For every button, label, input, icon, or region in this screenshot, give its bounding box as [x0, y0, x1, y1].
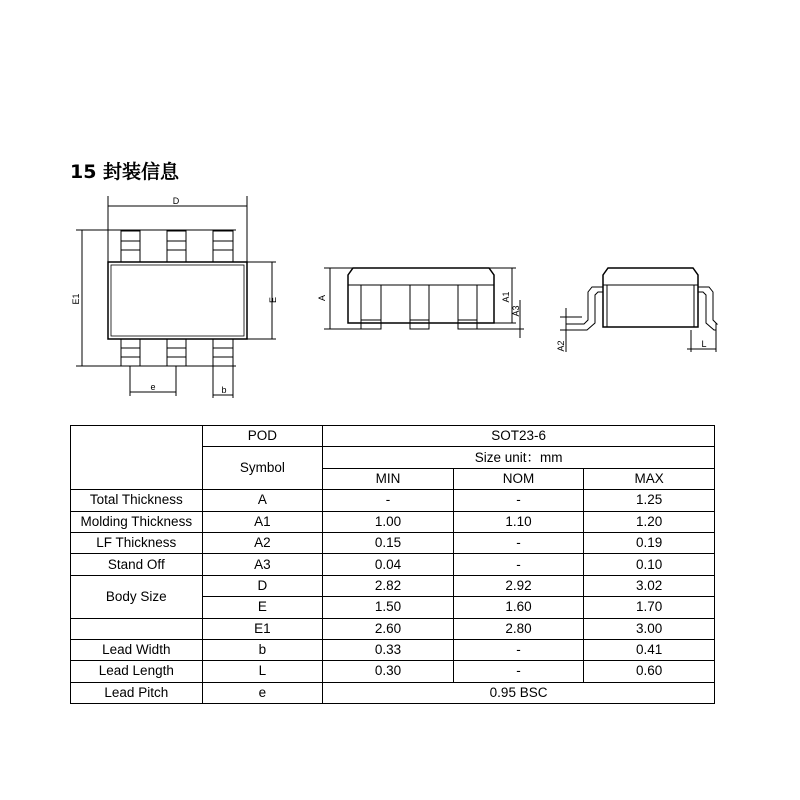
- row-bsc-value: 0.95 BSC: [323, 682, 715, 703]
- row-min: 0.04: [323, 554, 454, 575]
- label-e: e: [150, 382, 156, 392]
- row-min: -: [323, 490, 454, 511]
- row-max: 1.25: [584, 490, 715, 511]
- row-symbol: e: [202, 682, 323, 703]
- row-nom: 1.10: [453, 511, 584, 532]
- table-row: [71, 426, 715, 447]
- row-name: Lead Pitch: [71, 682, 203, 703]
- row-symbol: L: [202, 661, 323, 682]
- row-max: 0.60: [584, 661, 715, 682]
- row-min: 1.00: [323, 511, 454, 532]
- row-name: Stand Off: [71, 554, 203, 575]
- row-min: 0.30: [323, 661, 454, 682]
- side-view-drawing: [324, 268, 524, 338]
- size-unit: Size unit：mm: [323, 447, 715, 468]
- label-A1: A1: [501, 291, 511, 303]
- row-name: Total Thickness: [71, 490, 203, 511]
- row-symbol: A3: [202, 554, 323, 575]
- pod-label: POD: [202, 426, 323, 447]
- row-max: 0.19: [584, 532, 715, 553]
- top-view-drawing: [76, 196, 276, 398]
- dimension-table: [70, 425, 715, 704]
- pod-value: SOT23-6: [323, 426, 715, 447]
- table-row: [71, 661, 715, 682]
- label-D: D: [172, 196, 180, 206]
- label-E: E: [268, 296, 278, 304]
- col-min-header: MIN: [323, 468, 454, 489]
- end-view-drawing: [560, 268, 717, 352]
- row-max: 0.10: [584, 554, 715, 575]
- row-nom: -: [453, 532, 584, 553]
- row-max: 0.41: [584, 639, 715, 660]
- row-name: Body Size: [71, 575, 203, 618]
- row-symbol: E: [202, 597, 323, 618]
- table-row: [71, 618, 715, 639]
- row-name: Lead Width: [71, 639, 203, 660]
- row-symbol: A1: [202, 511, 323, 532]
- row-nom: -: [453, 554, 584, 575]
- col-max-header: MAX: [584, 468, 715, 489]
- table-corner-cell: [71, 426, 203, 490]
- row-name: [71, 618, 203, 639]
- table-row: [71, 554, 715, 575]
- row-min: 2.82: [323, 575, 454, 596]
- row-min: 1.50: [323, 597, 454, 618]
- row-nom: -: [453, 661, 584, 682]
- label-A3: A3: [511, 305, 521, 317]
- table-row: [71, 639, 715, 660]
- table-row: [71, 511, 715, 532]
- row-symbol: b: [202, 639, 323, 660]
- table-row: [71, 490, 715, 511]
- label-b: b: [221, 385, 227, 395]
- table-row: [71, 575, 715, 596]
- row-max: 3.02: [584, 575, 715, 596]
- row-name: LF Thickness: [71, 532, 203, 553]
- row-symbol: A: [202, 490, 323, 511]
- row-nom: -: [453, 639, 584, 660]
- row-max: 3.00: [584, 618, 715, 639]
- section-title: 15 封装信息: [70, 161, 180, 183]
- row-symbol: A2: [202, 532, 323, 553]
- row-nom: 1.60: [453, 597, 584, 618]
- label-A2: A2: [556, 340, 566, 352]
- row-min: 0.15: [323, 532, 454, 553]
- label-E1: E1: [71, 293, 81, 305]
- row-name: Molding Thickness: [71, 511, 203, 532]
- label-L: L: [701, 339, 707, 349]
- row-nom: 2.80: [453, 618, 584, 639]
- row-min: 2.60: [323, 618, 454, 639]
- row-symbol: E1: [202, 618, 323, 639]
- row-max: 1.70: [584, 597, 715, 618]
- row-symbol: D: [202, 575, 323, 596]
- row-min: 0.33: [323, 639, 454, 660]
- symbol-header: Symbol: [202, 447, 323, 490]
- row-nom: -: [453, 490, 584, 511]
- label-A: A: [317, 294, 327, 302]
- row-max: 1.20: [584, 511, 715, 532]
- row-nom: 2.92: [453, 575, 584, 596]
- table-row: [71, 682, 715, 703]
- row-name: Lead Length: [71, 661, 203, 682]
- table-row: [71, 532, 715, 553]
- col-nom-header: NOM: [453, 468, 584, 489]
